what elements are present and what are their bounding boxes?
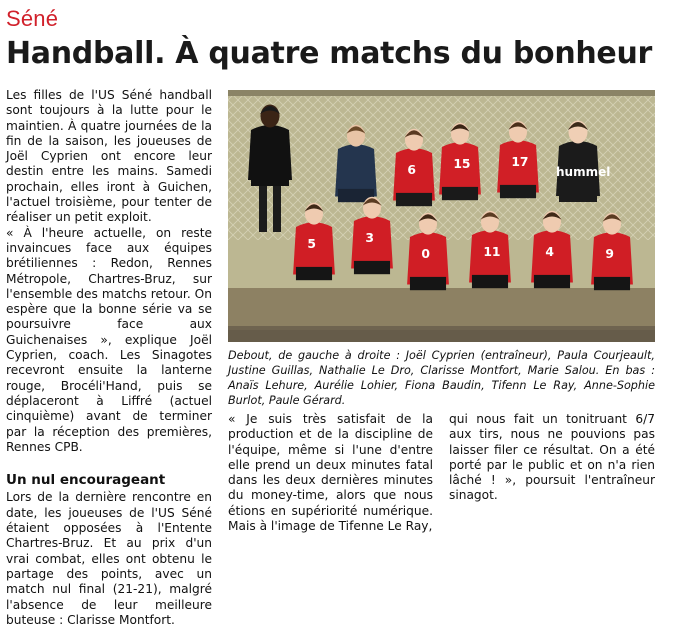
section-label: Séné: [6, 6, 59, 31]
jersey-number: 9: [605, 246, 614, 261]
paragraph-coach-reaction: « Je suis très satisfait de la production et de la discipline de l'équipe, même si l'une d'entre elle prend un deux minutes fatal dans les deux dernières minutes du money-time, alors que nous étions en supériorité numérique. Mais à l'image de Tifenne Le Ray,: [228, 412, 433, 534]
paragraph-intro-1: Les filles de l'US Séné handball sont toujours à la lutte pour le maintien. À quatre journées de la fin de la saison, les joueuses de Joël Cyprien ont encore leur destin entre les mains. Samedi prochain, elles iront à Guichen, l'actuel troisième, pour tenter de réaliser un petit exploit.: [6, 88, 212, 225]
jersey-number: 15: [453, 156, 471, 171]
team-photo: [228, 90, 655, 342]
paragraph-quote-coach: « À l'heure actuelle, on reste invaincues face aux équipes brétiliennes : Redon, Rennes Métropole, Chartres-Bruz, sur l'ensemble des matchs retour. On espère que la bonne série va se poursuivre face aux Guichenaises », explique Joël Cyprien, coach. Les Sinagotes recevront ensuite la lanterne rouge, Brocéli'Hand, puis se déplaceront à Liffré (actuel cinquième) avant de terminer par la réception des premières, Rennes CPB.: [6, 225, 212, 454]
paragraph-coach-reaction-continued: qui nous fait un tonitruant 6/7 aux tirs, nous ne pouvions pas laisser filer ce résultat. On a été porté par le public et on n'a rien lâché ! », poursuit l'entraîneur sinagot.: [449, 412, 655, 503]
jersey-number: 11: [483, 244, 501, 259]
headline: Handball. À quatre matchs du bonheur: [6, 36, 653, 71]
article-column-2: [228, 412, 433, 534]
article-column-1: [6, 88, 212, 628]
jersey-number: 3: [365, 230, 374, 245]
hummel-logo-text: hummel: [556, 165, 611, 179]
jersey-number: 5: [307, 236, 316, 251]
paragraph-match-result: Lors de la dernière rencontre en date, les joueuses de l'US Séné étaient opposées à l'Entente Chartres-Bruz. Et au prix d'un vrai combat, elles ont obtenu le partage des points, avec un match nul final (21-21), malgré l'absence de leur meilleure buteuse : Clarisse Montfort.: [6, 490, 212, 627]
subheading: Un nul encourageant: [6, 472, 166, 489]
photo-caption: Debout, de gauche à droite : Joël Cyprien (entraîneur), Paula Courjeault, Justine Guillas, Nathalie Le Dro, Clarisse Montfort, Marie Salou. En bas : Anaïs Lehure, Aurélie Lohier, Fiona Baudin, Tifenn Le Ray, Anne-Sophie Burlot, Paule Gérard.: [228, 349, 655, 407]
article-column-3: [449, 412, 655, 504]
jersey-number: 6: [407, 162, 416, 177]
jersey-number: 17: [511, 154, 529, 169]
jersey-number: 0: [421, 246, 430, 261]
jersey-number: 4: [545, 244, 554, 259]
team-photo-illustration: [228, 90, 655, 342]
